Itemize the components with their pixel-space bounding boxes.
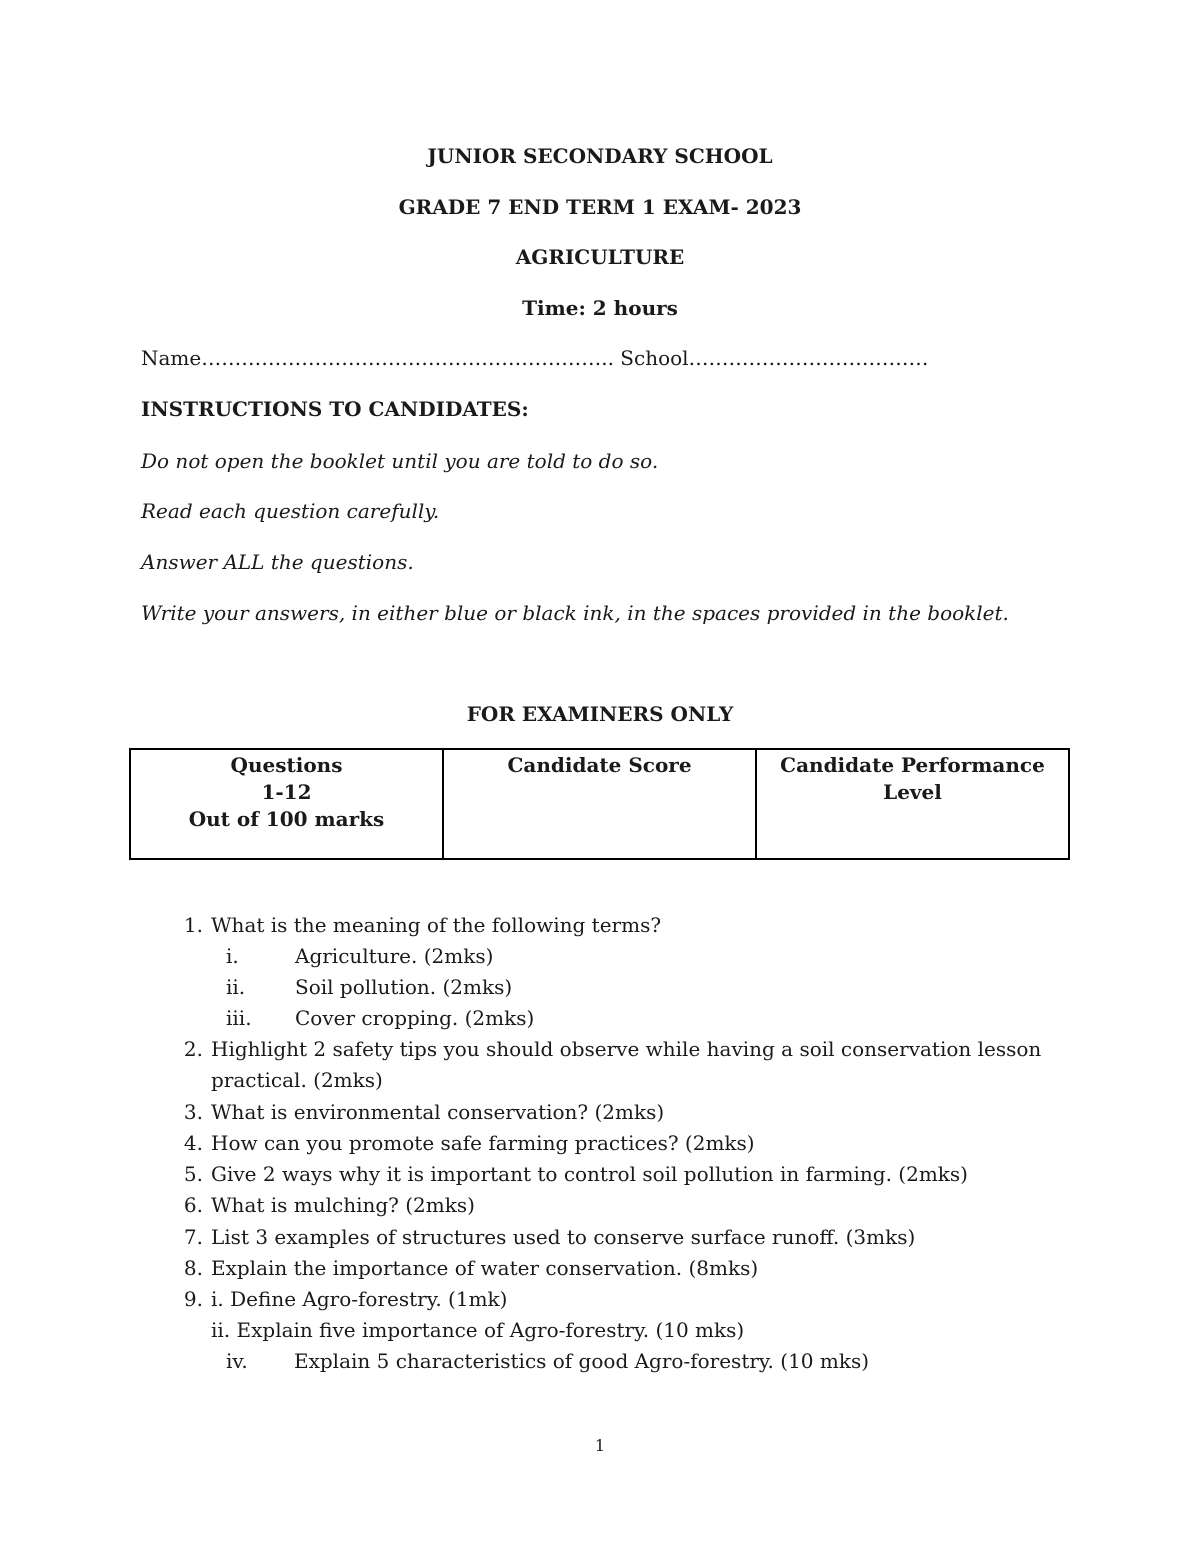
question-number: 7. — [183, 1225, 203, 1249]
exam-time: Time: 2 hours — [522, 296, 678, 320]
question-number: 3. — [183, 1100, 203, 1124]
question-9 — [183, 1287, 508, 1311]
examiners-heading: FOR EXAMINERS ONLY — [466, 702, 734, 726]
question-text: What is environmental conservation? (2mks) — [211, 1100, 665, 1124]
question-text: What is mulching? (2mks) — [211, 1193, 475, 1217]
question-number: 8. — [183, 1256, 203, 1280]
question-5 — [183, 1162, 968, 1186]
question-number: 4. — [183, 1131, 203, 1155]
performance-label-line2: Level — [883, 780, 942, 804]
instructions-heading: INSTRUCTIONS TO CANDIDATES: — [141, 397, 529, 421]
questions-range: 1-12 — [261, 780, 312, 804]
name-school-field: Name…………………………………………………….. School……………………………… — [141, 346, 929, 370]
question-7 — [183, 1225, 916, 1249]
question-number: 2. — [183, 1037, 203, 1061]
performance-level-cell — [756, 749, 1069, 859]
instruction-item: Do not open the booklet until you are told to do so. — [141, 449, 659, 473]
sub-question-number: iv. — [226, 1349, 248, 1373]
question-text: Give 2 ways why it is important to control soil pollution in farming. (2mks) — [211, 1162, 968, 1186]
sub-question-text: Explain 5 characteristics of good Agro-forestry. (10 mks) — [294, 1349, 870, 1373]
question-8 — [183, 1256, 759, 1280]
sub-question-number: ii. — [226, 975, 246, 999]
question-text: i. Define Agro-forestry. (1mk) — [211, 1287, 508, 1311]
sub-question-text: Soil pollution. (2mks) — [295, 975, 513, 999]
sub-question-number: i. — [226, 944, 239, 968]
question-number: 5. — [183, 1162, 203, 1186]
questions-label: Questions — [230, 753, 343, 777]
question-number: 9. — [183, 1287, 203, 1311]
question-2 — [183, 1037, 1042, 1061]
examiners-table — [129, 748, 1070, 860]
question-2-continued: practical. (2mks) — [211, 1068, 383, 1092]
question-number: 6. — [183, 1193, 203, 1217]
question-text: List 3 examples of structures used to conserve surface runoff. (3mks) — [211, 1225, 916, 1249]
performance-label-line1: Candidate Performance — [780, 753, 1045, 777]
instruction-item: Write your answers, in either blue or black ink, in the spaces provided in the booklet. — [141, 601, 1009, 625]
question-text: Explain the importance of water conservation. (8mks) — [211, 1256, 759, 1280]
sub-question-text: Agriculture. (2mks) — [295, 944, 494, 968]
page-number: 1 — [594, 1436, 606, 1455]
instruction-item: Answer ALL the questions. — [141, 550, 414, 574]
question-3 — [183, 1100, 665, 1124]
question-9-part-ii: ii. Explain five importance of Agro-forestry. (10 mks) — [211, 1318, 745, 1342]
exam-title: GRADE 7 END TERM 1 EXAM- 2023 — [398, 195, 802, 219]
candidate-score-label: Candidate Score — [507, 753, 692, 777]
question-text: How can you promote safe farming practices? (2mks) — [211, 1131, 755, 1155]
questions-cell — [130, 749, 443, 859]
question-6 — [183, 1193, 475, 1217]
sub-question-number: iii. — [226, 1006, 252, 1030]
total-marks: Out of 100 marks — [188, 807, 385, 831]
question-1 — [183, 913, 662, 937]
question-4 — [183, 1131, 755, 1155]
question-number: 1. — [183, 913, 203, 937]
subject-title: AGRICULTURE — [515, 245, 685, 269]
question-text: What is the meaning of the following terms? — [211, 913, 662, 937]
sub-question-text: Cover cropping. (2mks) — [295, 1006, 535, 1030]
candidate-score-cell — [443, 749, 756, 859]
instruction-item: Read each question carefully. — [141, 499, 440, 523]
question-text: Highlight 2 safety tips you should observe while having a soil conservation lesson — [211, 1037, 1042, 1061]
school-title: JUNIOR SECONDARY SCHOOL — [427, 144, 773, 168]
